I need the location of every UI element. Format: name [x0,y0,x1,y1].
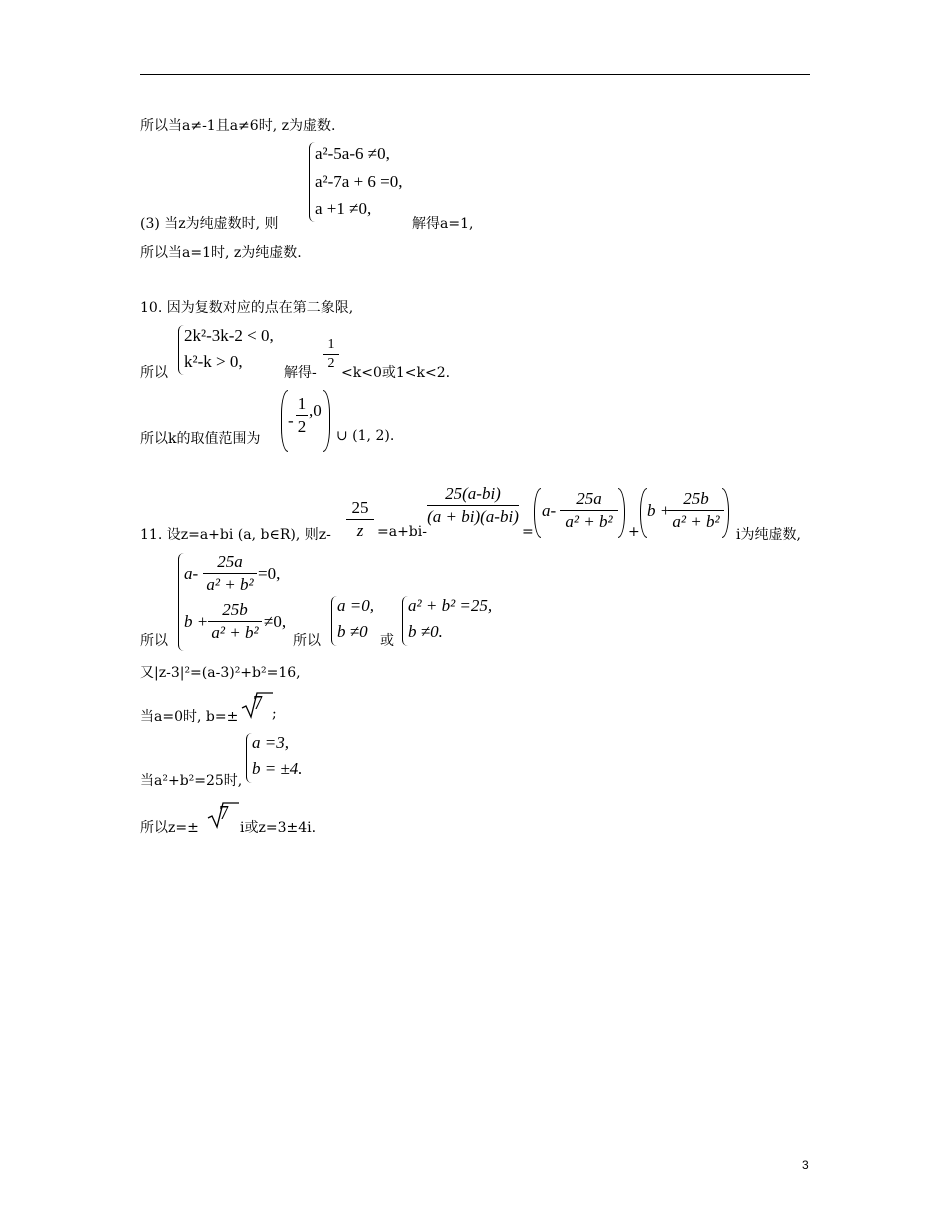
radicand: 7 [219,802,229,824]
fraction: 25a a² + b² [203,551,257,596]
fraction: 1 2 [297,394,307,436]
page-number: 3 [802,1158,809,1172]
right-paren [618,488,625,538]
text-line: 或 [380,633,394,649]
interval-zero: ,0 [309,401,322,420]
text-line: + [628,524,640,540]
text-line: i或z=3±4i. [240,820,317,836]
question-title: 11. 设z=a+bi (a, b∈R), 则z- [140,527,331,543]
text-line: 又|z-3|²=(a-3)²+b²=16, [140,665,301,681]
left-paren [640,488,647,538]
text-line: = [522,524,534,540]
fraction: 25a a² + b² [560,488,618,533]
equation: ≠0, [264,612,287,631]
equation: a =0, [337,596,374,615]
text-line: 解得a=1, [412,216,474,232]
right-paren [722,488,729,538]
text-line: 解得- [284,365,317,381]
fraction: 25 z [346,497,374,542]
interval-minus: - [288,411,294,430]
text-line: 当a²+b²=25时, [140,773,243,789]
right-paren [323,390,330,452]
fraction: 25b a² + b² [668,488,724,533]
equation: a +1 ≠0, [315,199,372,218]
equation: b + [647,501,672,520]
text-line: ∪ (1, 2). [336,428,395,444]
text-line: 所以当a≠-1且a≠6时, z为虚数. [140,118,336,134]
equation: a =3, [252,733,289,752]
equation: b ≠0. [408,622,443,641]
text-line: 所以 [140,365,168,381]
equation: a- [542,501,557,520]
equation: =0, [258,564,281,583]
header-rule [140,74,810,75]
equation: b = ±4. [252,759,303,778]
fraction: 25b a² + b² [208,599,262,644]
text-line: (3) 当z为纯虚数时, 则 [140,216,279,232]
text-line: i为纯虚数, [736,527,801,543]
equation: a²-7a + 6 =0, [315,172,403,191]
equation: a- [184,564,199,583]
fraction: 25(a-bi) (a + bi)(a-bi) [427,484,519,526]
text-line: 当a=0时, b=± [140,709,239,725]
text-line: 所以 [293,633,321,649]
text-line: =a+bi- [377,524,427,540]
text-line: <k<0或1<k<2. [341,365,451,381]
equation: a² + b² =25, [408,596,493,615]
fraction: 1 2 [323,336,339,373]
equation: b ≠0 [337,622,368,641]
text-line: 所以当a=1时, z为纯虚数. [140,245,302,261]
question-title: 10. 因为复数对应的点在第二象限, [140,300,354,316]
left-paren [534,488,541,538]
left-paren [281,390,288,452]
radicand: 7 [253,692,263,714]
equation: 2k²-3k-2 < 0, [184,326,274,345]
equation: b + [184,612,209,631]
text-line: ; [272,706,277,722]
text-line: 所以z=± [140,820,199,836]
equation: k²-k > 0, [184,352,243,371]
text-line: 所以k的取值范围为 [140,431,261,447]
text-line: 所以 [140,633,168,649]
equation: a²-5a-6 ≠0, [315,144,390,163]
